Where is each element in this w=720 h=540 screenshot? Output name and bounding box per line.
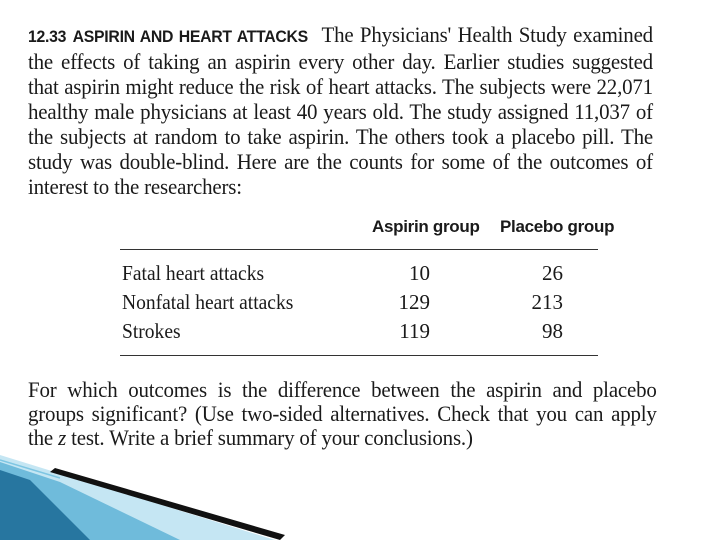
row-label: Nonfatal heart attacks	[122, 290, 294, 314]
problem-heading: ASPIRIN AND HEART ATTACKS	[72, 27, 308, 46]
aspirin-value: 119	[399, 319, 430, 343]
placebo-value: 213	[531, 290, 563, 314]
problem-number: 12.33	[28, 27, 67, 46]
question-part-2: test. Write a brief summary of your conclusions.)	[71, 425, 473, 450]
question-part-1: For which outcomes is the difference between the aspirin and placebo groups significant? (Use two-sided alternatives. Check that you can apply the	[28, 377, 657, 450]
placebo-value: 26	[542, 261, 563, 285]
row-label: Fatal heart attacks	[122, 261, 265, 285]
header-placebo-group: Placebo group	[500, 217, 615, 236]
row-label: Strokes	[122, 319, 181, 343]
problem-body: The Physicians' Health Study examined the effects of taking an aspirin every other day. Earlier studies suggested that aspirin might reduce the risk of heart attacks. The subjects were 22,071 healthy male physicians at least 40 years old. The study assigned 11,037 of the subjects at random to take aspirin. The others took a placebo pill. The study was double-blind. Here are the counts for some of the outcomes of interest to the researchers:	[28, 22, 653, 199]
placebo-value: 98	[542, 319, 563, 343]
aspirin-value: 10	[409, 261, 430, 285]
aspirin-value: 129	[398, 290, 430, 314]
question-z-symbol: z	[58, 425, 67, 450]
header-aspirin-group: Aspirin group	[372, 217, 480, 236]
